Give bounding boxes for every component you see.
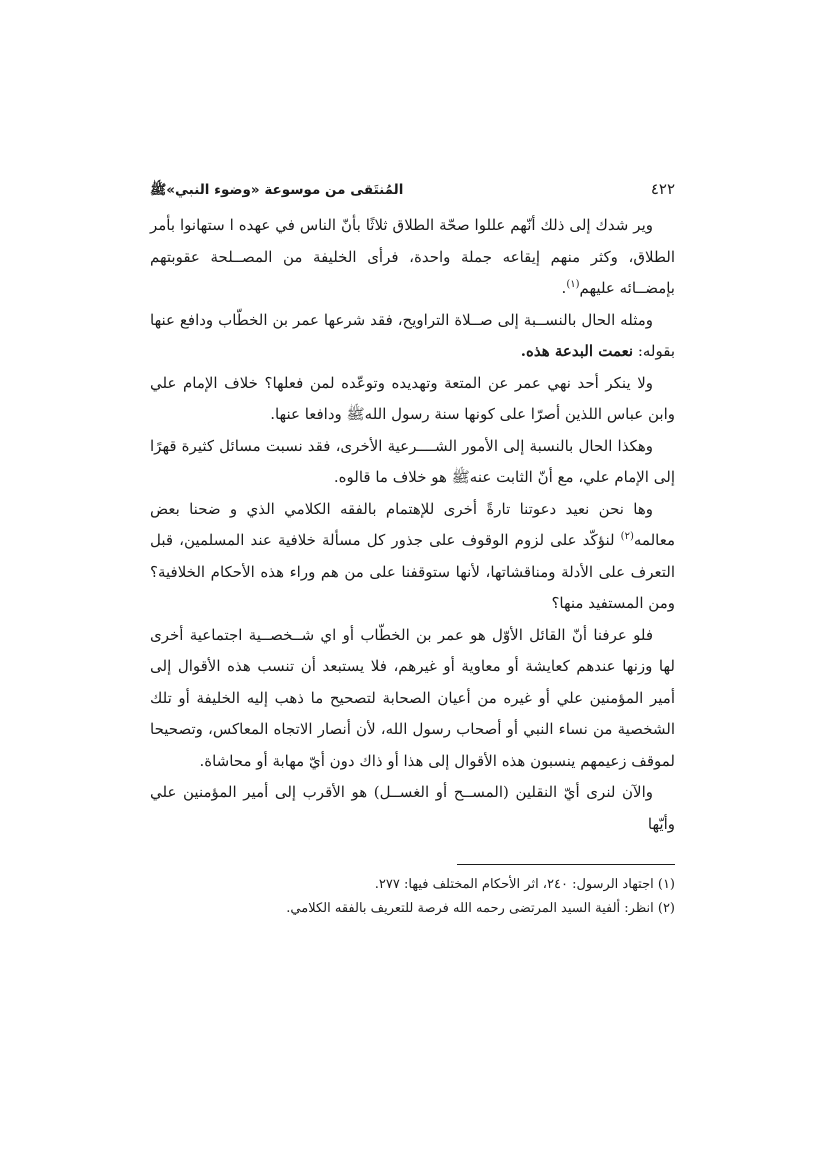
paragraph-text: والآن لنرى أيّ النقلين (المســح أو الغســل) هو الأقرب إلى أمير المؤمنين علي وأيّها (150, 783, 675, 833)
book-page (150, 180, 675, 921)
paragraph-text: وها نحن نعيد دعوتنا تارةً أخرى للإهتمام بالفقه الكلامي الذي و ضحنا بعض معالمه (150, 499, 675, 549)
running-title: المُنتَقى من موسوعة «وضوء النبي»ﷺ (150, 182, 404, 198)
quote-bold: نعمت البدعة هذه. (520, 342, 634, 360)
paragraph (150, 494, 675, 620)
paragraph-text: فلو عرفنا أنّ القائل الأوّل هو عمر بن الخطّاب أو اي شــخصــية اجتماعية أخرى لها وزنها عندهم كعايشة أو معاوية أو غيرهم، فلا يستبعد أن تنسب هذه الأقوال إلى أمير المؤمنين علي أو غيره من أعيان الصحابة لتصحيح ما ذهب إليه الخليفة أو تلك الشخصية من نساء النبي أو أصحاب رسول الله، لأن أنصار الاتجاه المعاكس، وتصحيحا لموقف زعيمهم ينسبون هذه الأقوال إلى هذا أو ذاك دون أيّ مهابة أو محاشاة. (150, 625, 675, 770)
paragraph-text: ولا ينكر أحد نهي عمر عن المتعة وتهديده وتوعّده لمن فعلها؟ خلاف الإمام علي وابن عباس اللذين أصرّا على كونها سنة رسول اللهﷺ ودافعا عنها. (150, 373, 675, 423)
paragraph (150, 777, 675, 840)
paragraph-tail: . (561, 279, 567, 297)
footnote-divider (457, 864, 675, 865)
paragraph (150, 210, 675, 305)
paragraph-tail: لنؤكّد على لزوم الوقوف على جذور كل مسألة خلافية عند المسلمين، قبل التعرف على الأدلة ومناقشاتها، لأنها ستوقفنا على من هم وراء هذه الأحكام الخلافية؟ ومن المستفيد منها؟ (150, 531, 675, 612)
main-text (150, 210, 675, 840)
footnotes (150, 873, 675, 921)
footnote-ref[interactable]: (٢) (620, 531, 634, 542)
paragraph-text: وير شدك إلى ذلك أنّهم عللوا صحّة الطلاق ثلاثًا بأنّ الناس في عهده ا ستهانوا بأمر الطلاق، وكثر منهم إيقاعه جملة واحدة، فرأى الخليفة من المصــلحة عقوبتهم بإمضــائه عليهم (150, 216, 675, 297)
paragraph (150, 431, 675, 494)
paragraph-text: وهكذا الحال بالنسبة إلى الأمور الشــــرعية الأخرى، فقد نسبت مسائل كثيرة قهرًا إلى الإمام علي، مع أنّ الثابت عنهﷺ هو خلاف ما قالوه. (150, 436, 675, 486)
paragraph (150, 368, 675, 431)
paragraph-text: ومثله الحال بالنســبة إلى صــلاة التراويح، فقد شرعها عمر بن الخطّاب ودافع عنها بقوله: (150, 310, 675, 360)
paragraph (150, 620, 675, 778)
running-header (150, 180, 675, 206)
paragraph (150, 305, 675, 368)
footnote: (٢) انظر: ألفية السيد المرتضى رحمه الله فرصة للتعريف بالفقه الكلامي. (286, 901, 675, 916)
footnote: (١) اجتهاد الرسول: ٢٤٠، اثر الأحكام المختلف فيها: ٢٧٧. (374, 877, 675, 892)
footnote-ref[interactable]: (١) (566, 279, 580, 290)
page-number: ٤٢٢ (650, 180, 675, 198)
